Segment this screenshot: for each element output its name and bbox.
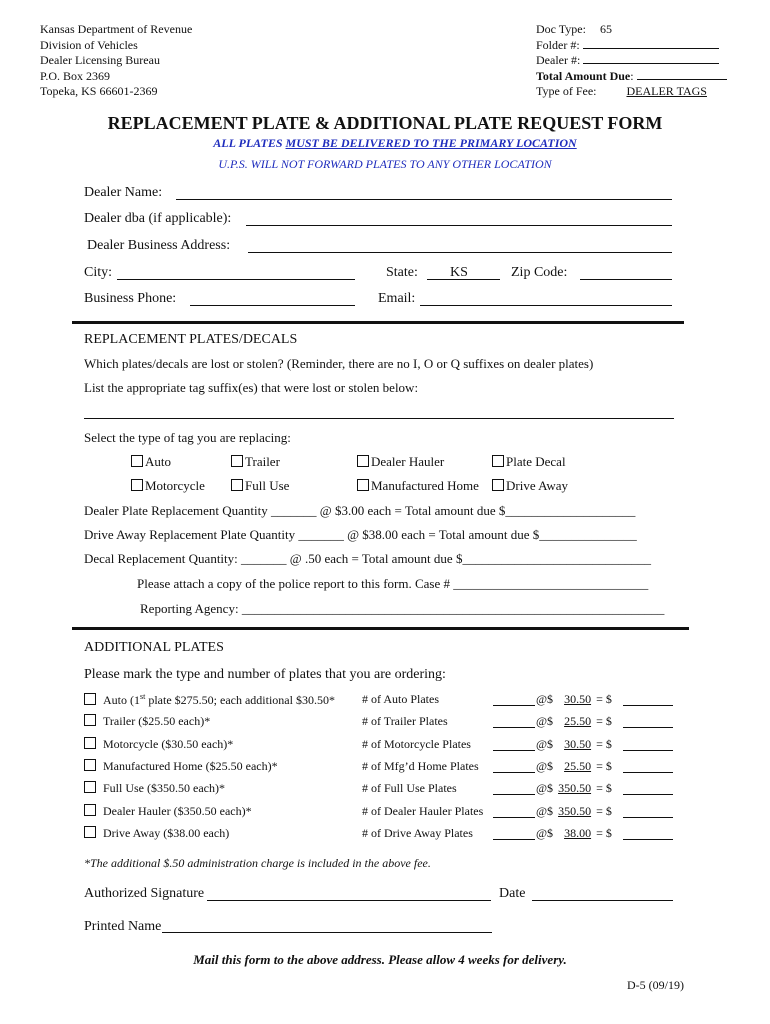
suffix-field[interactable] (84, 418, 674, 419)
total-due-label: Total Amount Due (536, 68, 631, 83)
date-label: Date (499, 886, 526, 901)
plate-type-label: Drive Away ($38.00 each) (103, 826, 230, 840)
fee-prefix: @$ (536, 692, 554, 706)
authorized-signature-field[interactable] (207, 900, 491, 901)
equals-sign: = $ (596, 692, 612, 706)
fee-prefix: @$ (536, 714, 554, 728)
tag-option-trailer[interactable] (231, 454, 280, 470)
plate-total-field[interactable] (623, 817, 673, 818)
plate-type-label: Motorcycle ($30.50 each)* (103, 737, 234, 751)
suffix-prompt: List the appropriate tag suffix(es) that were lost or stolen below: (84, 380, 419, 395)
checkbox-icon[interactable] (84, 781, 96, 793)
state-label: State: (386, 265, 418, 280)
dealer-dba-field[interactable] (246, 225, 672, 226)
checkbox-icon[interactable] (131, 479, 143, 491)
state-value: KS (450, 265, 468, 280)
delivery-notice-emphasis: MUST BE DELIVERED TO THE PRIMARY LOCATION (285, 136, 577, 150)
section-divider (72, 321, 684, 324)
checkbox-icon[interactable] (84, 737, 96, 749)
additional-prompt: Please mark the type and number of plates that you are ordering: (84, 667, 446, 682)
fee-amount: 30.50 (564, 692, 592, 706)
fee-prefix: @$ (536, 759, 554, 773)
equals-sign: = $ (596, 759, 612, 773)
plate-fee (536, 737, 612, 752)
folder-label: Folder #: (536, 37, 580, 52)
printed-name-field[interactable] (162, 932, 492, 933)
plate-type-option[interactable] (84, 781, 225, 796)
section-divider (72, 627, 689, 630)
replacement-heading: REPLACEMENT PLATES/DECALS (84, 332, 298, 347)
fee-prefix: @$ (536, 781, 554, 795)
fee-amount: 38.00 (564, 826, 592, 840)
address-line: Dealer Licensing Bureau (40, 53, 160, 67)
equals-sign: = $ (596, 714, 612, 728)
checkbox-icon[interactable] (84, 693, 96, 705)
plate-count-field[interactable] (493, 817, 535, 818)
email-field[interactable] (420, 305, 672, 306)
checkbox-icon[interactable] (492, 455, 504, 467)
dealer-number-label: Dealer #: (536, 53, 581, 67)
checkbox-icon[interactable] (231, 479, 243, 491)
plate-type-option[interactable] (84, 714, 210, 729)
plate-type-option[interactable] (84, 759, 278, 774)
plate-type-label: Full Use ($350.50 each)* (103, 781, 225, 795)
plate-type-label: Trailer ($25.50 each)* (103, 714, 211, 728)
fee-amount: 25.50 (564, 714, 592, 728)
fee-prefix: @$ (536, 826, 554, 840)
plate-type-option[interactable] (84, 737, 233, 752)
city-field[interactable] (117, 279, 355, 280)
tag-option-label: Dealer Hauler (371, 454, 445, 469)
dealer-address-field[interactable] (248, 252, 672, 253)
dealer-dba-label: Dealer dba (if applicable): (84, 211, 232, 226)
address-line: Topeka, KS 66601-2369 (40, 84, 158, 98)
plate-type-label: Manufactured Home ($25.50 each)* (103, 759, 278, 773)
dealer-address-label: Dealer Business Address: (87, 238, 231, 253)
plate-type-label: Dealer Hauler ($350.50 each)* (103, 804, 252, 818)
zip-field[interactable] (580, 279, 672, 280)
tag-option-manufactured-home[interactable] (357, 478, 479, 494)
dealer-name-label: Dealer Name: (84, 185, 163, 200)
tag-option-label: Manufactured Home (371, 478, 479, 493)
equals-sign: = $ (596, 781, 612, 795)
doc-type-value: 65 (599, 22, 612, 36)
delivery-notice-text: ALL PLATES (213, 136, 286, 150)
checkbox-icon[interactable] (84, 826, 96, 838)
checkbox-icon[interactable] (84, 759, 96, 771)
plate-type-label-rest: plate $275.50; each additional $30.50* (145, 693, 335, 707)
plate-type-option[interactable] (84, 804, 252, 819)
plate-count-label: # of Full Use Plates (362, 781, 457, 795)
fee-prefix: @$ (536, 737, 554, 751)
tag-option-motorcycle[interactable] (131, 478, 205, 494)
plate-fee (536, 781, 612, 796)
tag-type-prompt: Select the type of tag you are replacing: (84, 430, 291, 445)
fee-amount: 25.50 (564, 759, 592, 773)
form-number: D-5 (09/19) (627, 978, 684, 992)
tag-option-label: Plate Decal (506, 454, 566, 469)
date-field[interactable] (532, 900, 673, 901)
delivery-notice (0, 136, 770, 151)
reporting-agency-line[interactable]: Reporting Agency: _________________________________________________________________ (140, 601, 665, 616)
fee-amount: 30.50 (564, 737, 592, 751)
agency-address (40, 22, 192, 100)
plate-total-field[interactable] (623, 705, 673, 706)
zip-label: Zip Code: (511, 265, 568, 280)
equals-sign: = $ (596, 826, 612, 840)
fee-amount: 350.50 (558, 781, 592, 795)
plate-fee (536, 826, 612, 841)
address-line: Division of Vehicles (40, 37, 138, 52)
equals-sign: = $ (596, 737, 612, 751)
folder-field[interactable] (583, 38, 719, 49)
authorized-signature-label: Authorized Signature (84, 886, 205, 901)
ups-notice: U.P.S. WILL NOT FORWARD PLATES TO ANY OTHER LOCATION (218, 157, 552, 171)
printed-name-label: Printed Name (84, 919, 162, 934)
plate-count-label: # of Auto Plates (362, 692, 439, 706)
checkbox-icon[interactable] (231, 455, 243, 467)
plate-count-field[interactable] (493, 794, 535, 795)
email-label: Email: (378, 291, 416, 306)
phone-field[interactable] (190, 305, 355, 306)
tag-option-label: Trailer (245, 454, 280, 469)
plate-total-field[interactable] (623, 772, 673, 773)
fee-prefix: @$ (536, 804, 554, 818)
dealer-number-field[interactable] (583, 53, 719, 64)
tag-option-label: Motorcycle (145, 478, 205, 493)
admin-fee-note: *The additional $.50 administration charge is included in the above fee. (84, 856, 431, 870)
additional-heading: ADDITIONAL PLATES (84, 640, 224, 655)
mail-instructions: Mail this form to the above address. Please allow 4 weeks for delivery. (193, 952, 567, 967)
plate-total-field[interactable] (623, 839, 673, 840)
city-label: City: (84, 265, 113, 280)
checkbox-icon[interactable] (131, 455, 143, 467)
plate-type-label: Auto (1 (103, 693, 140, 707)
plate-count-label: # of Dealer Hauler Plates (362, 804, 484, 818)
address-line: Kansas Department of Revenue (40, 22, 193, 36)
plate-count-field[interactable] (493, 839, 535, 840)
checkbox-icon[interactable] (492, 479, 504, 491)
form-title: REPLACEMENT PLATE & ADDITIONAL PLATE REQUEST FORM (107, 113, 663, 133)
total-due-field[interactable] (637, 69, 727, 80)
plate-fee (536, 692, 612, 707)
police-report-line[interactable]: Please attach a copy of the police report to this form. Case # ______________________________ (137, 576, 649, 591)
plate-count-field[interactable] (493, 727, 535, 728)
drive-away-quantity-line[interactable]: Drive Away Replacement Plate Quantity _______ @ $38.00 each = Total amount due $_______________ (84, 527, 637, 542)
checkbox-icon[interactable] (357, 455, 369, 467)
plate-count-field[interactable] (493, 772, 535, 773)
plate-count-field[interactable] (493, 750, 535, 751)
tag-option-full-use[interactable] (231, 478, 289, 494)
lost-question: Which plates/decals are lost or stolen? (Reminder, there are no I, O or Q suffixes on dealer plates) (84, 356, 594, 371)
tag-option-drive-away[interactable] (492, 478, 568, 494)
plate-total-field[interactable] (623, 794, 673, 795)
phone-label: Business Phone: (84, 291, 177, 306)
tag-option-auto[interactable] (131, 454, 171, 470)
checkbox-icon[interactable] (84, 804, 96, 816)
plate-type-option[interactable] (84, 826, 229, 841)
address-line: P.O. Box 2369 (40, 68, 111, 83)
tag-option-label: Full Use (245, 478, 290, 493)
dealer-plate-quantity-line[interactable]: Dealer Plate Replacement Quantity _______ @ $3.00 each = Total amount due $____________________ (84, 503, 636, 518)
type-of-fee-label: Type of Fee: (536, 84, 597, 98)
office-use-block: Doc Type: 65 Folder #: Dealer #: Total Amount Due: Type of Fee: DEALER TAGS (536, 22, 727, 100)
type-of-fee-value: DEALER TAGS (626, 84, 707, 98)
plate-count-label: # of Drive Away Plates (362, 826, 473, 840)
plate-count-label: # of Mfg’d Home Plates (362, 759, 479, 773)
plate-fee (536, 804, 612, 819)
tag-option-plate-decal[interactable] (492, 454, 566, 470)
fee-amount: 350.50 (558, 804, 592, 818)
plate-fee (536, 759, 612, 774)
dealer-name-field[interactable] (176, 199, 672, 200)
plate-count-field[interactable] (493, 705, 535, 706)
tag-option-label: Auto (145, 454, 171, 469)
plate-count-label: # of Trailer Plates (362, 714, 448, 728)
tag-option-label: Drive Away (506, 478, 568, 493)
equals-sign: = $ (596, 804, 612, 818)
plate-total-field[interactable] (623, 750, 673, 751)
decal-quantity-line[interactable]: Decal Replacement Quantity: _______ @ .50 each = Total amount due $_____________________________ (84, 551, 651, 566)
doc-type-label: Doc Type: (536, 22, 586, 36)
plate-count-label: # of Motorcycle Plates (362, 737, 471, 751)
checkbox-icon[interactable] (357, 479, 369, 491)
plate-total-field[interactable] (623, 727, 673, 728)
plate-fee (536, 714, 612, 729)
tag-option-dealer-hauler[interactable] (357, 454, 444, 470)
plate-type-option[interactable] (84, 692, 335, 708)
checkbox-icon[interactable] (84, 714, 96, 726)
plate-type-ordinal: st (140, 692, 146, 701)
